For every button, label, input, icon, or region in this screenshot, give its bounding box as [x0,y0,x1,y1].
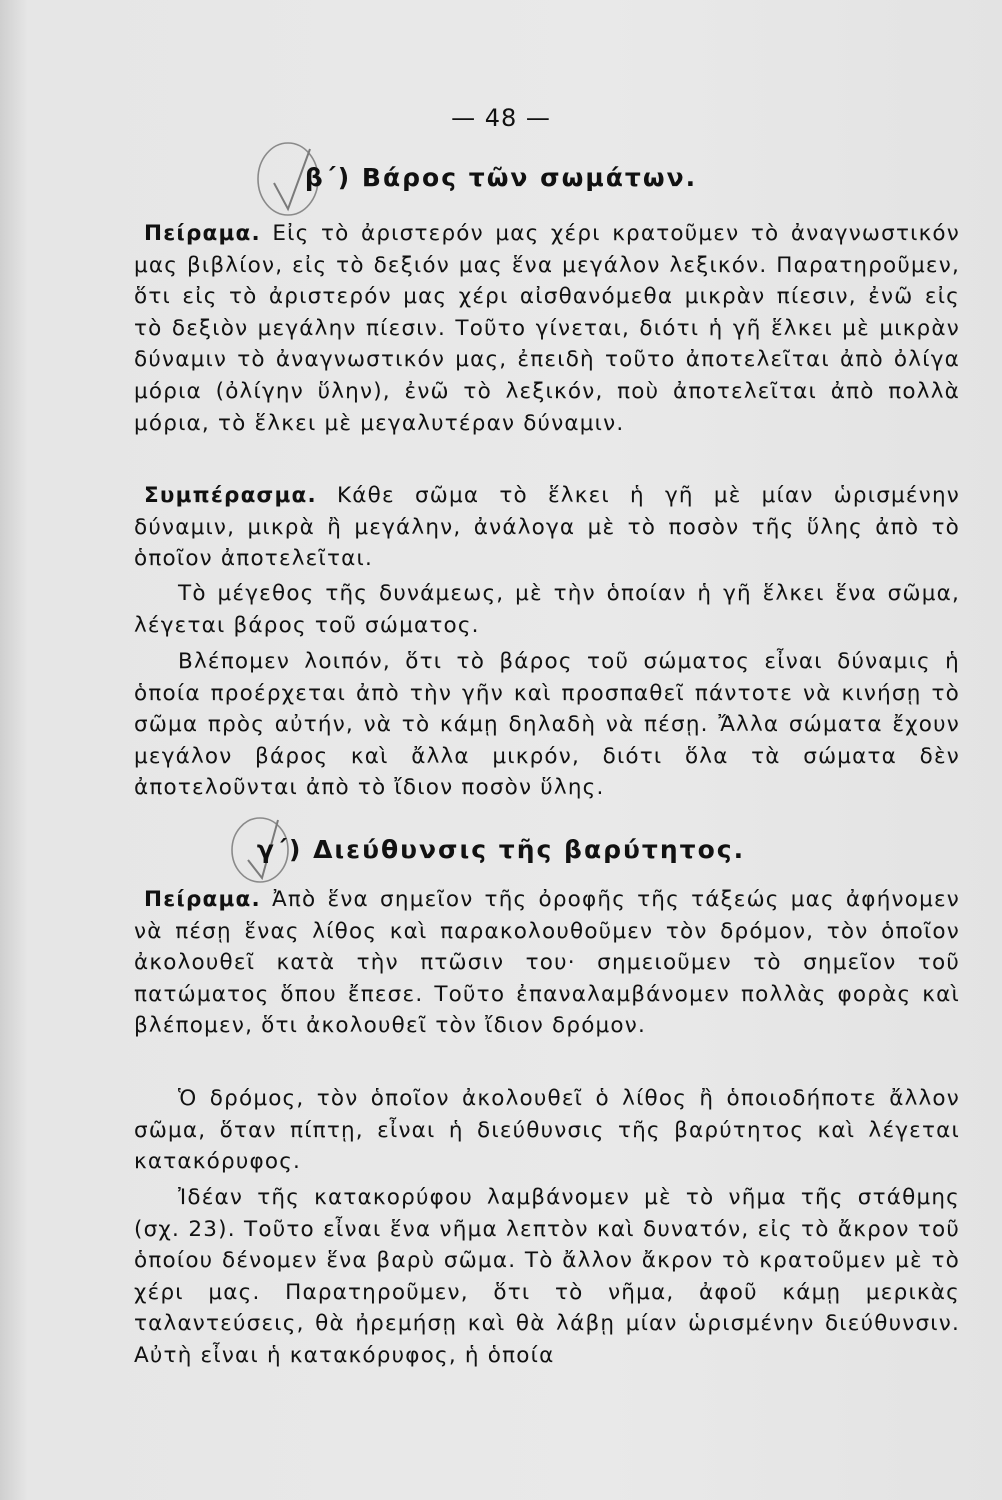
experiment-label: Πείραμα. [144,221,261,246]
experiment-paragraph-direction [134,884,960,1042]
experiment-label-2: Πείραμα. [144,887,261,912]
weight-force-paragraph: Βλέπομεν λοιπόν, ὅτι τὸ βάρος τοῦ σώματος εἶναι δύναμις ἡ ὁποία προέρχεται ἀπὸ τὴν γῆν καὶ προσπαθεῖ πάντοτε νὰ κινήσῃ τὸ σῶμα πρὸς αὐτήν, νὰ τὸ κάμῃ δηλαδὴ νὰ πέσῃ. Ἄλλα σώματα ἔχουν μεγάλον βάρος καὶ ἄλλα μικρόν, διότι ὅλα τὰ σώματα δὲν ἀποτελοῦνται ἀπὸ τὸ ἴδιον ποσὸν ὕλης. [134,649,960,801]
weight-definition-paragraph: Τὸ μέγεθος τῆς δυνάμεως, μὲ τὴν ὁποίαν ἡ γῆ ἕλκει ἕνα σῶμα, λέγεται βάρος τοῦ σώματος. [134,581,960,638]
experiment-paragraph-weight [134,218,960,439]
conclusion-label: Συμπέρασμα. [144,483,317,508]
conclusion-paragraph [134,480,960,575]
plumb-line-paragraph: Ἰδέαν τῆς κατακορύφου λαμβάνομεν μὲ τὸ νῆμα τῆς στάθμης (σχ. 23). Τοῦτο εἶναι ἕνα νῆμα λεπτὸν καὶ δυνατόν, εἰς τὸ ἄκρον τοῦ ὁποίου δένομεν ἕνα βαρὺ σῶμα. Τὸ ἄλλον ἄκρον τὸ κρατοῦμεν μὲ τὸ χέρι μας. Παρατηροῦμεν, ὅτι τὸ νῆμα, ἀφοῦ κάμῃ μερικὰς ταλαντεύσεις, θὰ ἠρεμήσῃ καὶ θὰ λάβῃ μίαν ὡρισμένην διεύθυνσιν. Αὐτὴ εἶναι ἡ κατακόρυφος, ἡ ὁποία [134,1185,960,1368]
gravity-direction-paragraph: Ὁ δρόμος, τὸν ὁποῖον ἀκολουθεῖ ὁ λίθος ἢ ὁποιοδήποτε ἄλλον σῶμα, ὅταν πίπτῃ, εἶναι ἡ διεύθυνσις τῆς βαρύτητος καὶ λέγεται κατακόρυφος. [134,1086,960,1175]
conclusion-text: Κάθε σῶμα τὸ ἕλκει ἡ γῆ μὲ μίαν ὡρισμένην δύναμιν, μικρὰ ἢ μεγάλην, ἀνάλογα μὲ τὸ ποσὸν τῆς ὕλης ἀπὸ τὸ ὁποῖον ἀποτελεῖται. [134,483,960,572]
section-heading-direction: γ΄) Διεύθυνσις τῆς βαρύτητος. [256,835,746,864]
experiment-text-2: Ἀπὸ ἕνα σημεῖον τῆς ὀροφῆς τῆς τάξεώς μας ἀφήνομεν νὰ πέσῃ ἕνας λίθος καὶ παρακολουθοῦμεν τὸν δρόμον, τὸν ὁποῖον ἀκολουθεῖ κατὰ τὴν πτῶσιν του· σημειοῦμεν τὸ σημεῖον τοῦ πατώματος ὅπου ἔπεσε. Τοῦτο ἐπαναλαμβάνομεν πολλὰς φορὰς καὶ βλέπομεν, ὅτι ἀκολουθεῖ τὸν ἴδιον δρόμον. [134,887,960,1039]
page-number: — 48 — [451,104,551,132]
section-heading-weight: β΄) Βάρος τῶν σωμάτων. [304,163,698,192]
experiment-text: Εἰς τὸ ἀριστερόν μας χέρι κρατοῦμεν τὸ ἀναγνωστικόν μας βιβλίον, εἰς τὸ δεξιόν μας ἕνα μεγάλον λεξικόν. Παρατηροῦμεν, ὅτι εἰς τὸ ἀριστερόν μας χέρι αἰσθανόμεθα μικρὰν πίεσιν, ἐνῶ εἰς τὸ δεξιὸν μεγάλην πίεσιν. Τοῦτο γίνεται, διότι ἡ γῆ ἕλκει μὲ μικρὰν δύναμιν τὸ ἀναγνωστικόν μας, ἐπειδὴ τοῦτο ἀποτελεῖται ἀπὸ ὀλίγα μόρια (ὀλίγην ὕλην), ἐνῶ τὸ λεξικόν, ποὺ ἀποτελεῖται ἀπὸ πολλὰ μόρια, τὸ ἕλκει μὲ μεγαλυτέραν δύναμιν. [134,221,960,436]
